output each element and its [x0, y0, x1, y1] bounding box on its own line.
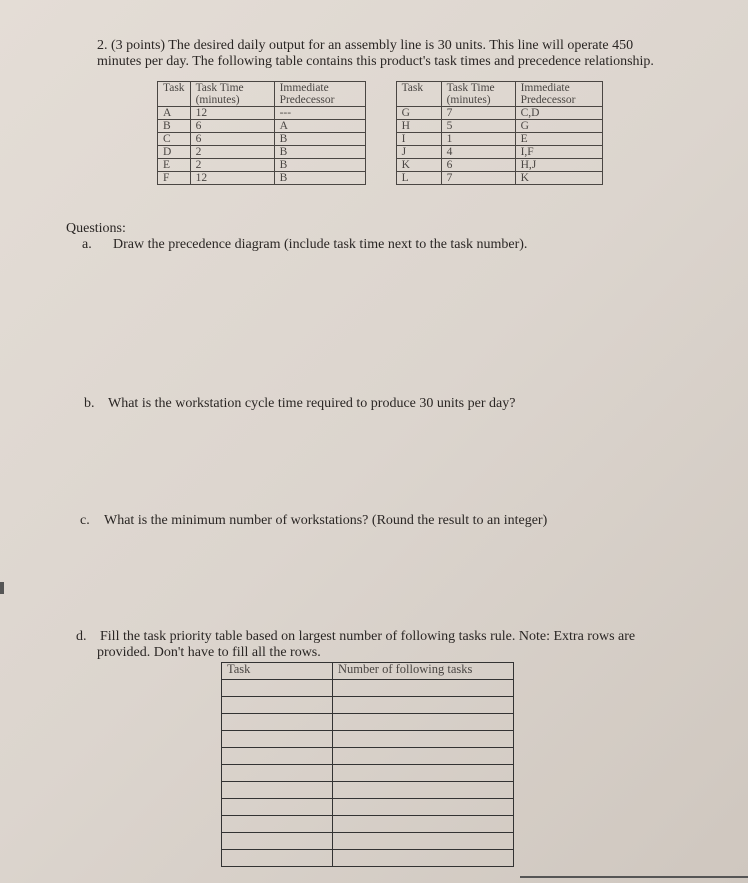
question-b-label: b.	[84, 396, 95, 411]
priority-table-header	[222, 663, 514, 680]
empty-cell-task[interactable]	[222, 731, 333, 748]
header-task: Task	[396, 82, 441, 107]
question-b-text: What is the workstation cycle time required to produce 30 units per day?	[108, 396, 516, 411]
header-time: Task Time (minutes)	[190, 82, 274, 107]
empty-cell-following[interactable]	[333, 850, 514, 867]
priority-row	[222, 816, 514, 833]
cell-task: L	[396, 172, 441, 185]
problem-intro: 2. (3 points) The desired daily output for an assembly line is 30 units. This line will operate 450 minutes per day. The following table contains this product's task times and precedence relationship.	[97, 38, 654, 69]
cell-pred: A	[274, 120, 365, 133]
task-table-header	[158, 82, 603, 107]
task-row	[158, 107, 603, 120]
cell-time: 12	[190, 172, 274, 185]
cell-task: C	[158, 133, 191, 146]
header-time: Task Time (minutes)	[441, 82, 515, 107]
priority-row	[222, 850, 514, 867]
question-a-label: a.	[82, 237, 92, 252]
cell-time: 6	[441, 159, 515, 172]
table-gap	[365, 120, 396, 133]
question-c-text: What is the minimum number of workstations? (Round the result to an integer)	[104, 513, 548, 528]
cell-pred: B	[274, 172, 365, 185]
page-edge	[0, 582, 4, 594]
cell-pred: K	[515, 172, 602, 185]
empty-cell-following[interactable]	[333, 816, 514, 833]
table-gap	[365, 107, 396, 120]
empty-cell-task[interactable]	[222, 782, 333, 799]
cell-task: K	[396, 159, 441, 172]
header-task: Task	[222, 663, 333, 680]
empty-cell-task[interactable]	[222, 680, 333, 697]
table-gap	[365, 133, 396, 146]
priority-row	[222, 714, 514, 731]
cell-pred: B	[274, 159, 365, 172]
empty-cell-following[interactable]	[333, 680, 514, 697]
cell-task: H	[396, 120, 441, 133]
cell-pred: B	[274, 146, 365, 159]
empty-cell-task[interactable]	[222, 850, 333, 867]
question-a-text: Draw the precedence diagram (include task time next to the task number).	[113, 237, 528, 252]
cell-task: B	[158, 120, 191, 133]
empty-cell-task[interactable]	[222, 816, 333, 833]
empty-cell-following[interactable]	[333, 748, 514, 765]
priority-row	[222, 799, 514, 816]
empty-cell-task[interactable]	[222, 697, 333, 714]
cell-time: 6	[190, 120, 274, 133]
task-row	[158, 133, 603, 146]
cell-task: A	[158, 107, 191, 120]
cell-pred: I,F	[515, 146, 602, 159]
cell-task: G	[396, 107, 441, 120]
priority-row	[222, 765, 514, 782]
empty-cell-task[interactable]	[222, 714, 333, 731]
cell-task: E	[158, 159, 191, 172]
header-task: Task	[158, 82, 191, 107]
table-gap	[365, 146, 396, 159]
cell-time: 1	[441, 133, 515, 146]
task-row	[158, 120, 603, 133]
task-table	[157, 81, 603, 185]
empty-cell-task[interactable]	[222, 799, 333, 816]
cell-time: 2	[190, 159, 274, 172]
cell-time: 2	[190, 146, 274, 159]
cell-task: F	[158, 172, 191, 185]
cell-pred: E	[515, 133, 602, 146]
table-gap	[365, 172, 396, 185]
question-c-label: c.	[80, 513, 90, 528]
table-gap	[365, 159, 396, 172]
empty-cell-following[interactable]	[333, 697, 514, 714]
question-d-label: d.	[76, 629, 87, 644]
empty-cell-task[interactable]	[222, 833, 333, 850]
empty-cell-task[interactable]	[222, 748, 333, 765]
empty-cell-following[interactable]	[333, 799, 514, 816]
cell-pred: G	[515, 120, 602, 133]
cell-pred: C,D	[515, 107, 602, 120]
cell-task: J	[396, 146, 441, 159]
priority-row	[222, 731, 514, 748]
priority-row	[222, 833, 514, 850]
questions-heading: Questions:	[66, 221, 126, 236]
cell-time: 12	[190, 107, 274, 120]
empty-cell-following[interactable]	[333, 765, 514, 782]
header-pred: Immediate Predecessor	[274, 82, 365, 107]
priority-row	[222, 782, 514, 799]
cell-task: I	[396, 133, 441, 146]
cell-time: 6	[190, 133, 274, 146]
cell-time: 5	[441, 120, 515, 133]
cell-task: D	[158, 146, 191, 159]
question-d-text: Fill the task priority table based on largest number of following tasks rule. Note: Extra rows are provided. Don't have to fill all the rows.	[97, 629, 636, 660]
task-row	[158, 159, 603, 172]
priority-row	[222, 748, 514, 765]
empty-cell-following[interactable]	[333, 833, 514, 850]
empty-cell-task[interactable]	[222, 765, 333, 782]
empty-cell-following[interactable]	[333, 782, 514, 799]
cell-pred: ---	[274, 107, 365, 120]
cell-time: 4	[441, 146, 515, 159]
cell-pred: B	[274, 133, 365, 146]
priority-row	[222, 680, 514, 697]
header-following: Number of following tasks	[333, 663, 514, 680]
page-edge-line	[520, 876, 748, 878]
priority-row	[222, 697, 514, 714]
task-row	[158, 172, 603, 185]
header-pred: Immediate Predecessor	[515, 82, 602, 107]
cell-time: 7	[441, 172, 515, 185]
empty-cell-following[interactable]	[333, 714, 514, 731]
cell-time: 7	[441, 107, 515, 120]
task-row	[158, 146, 603, 159]
table-gap	[365, 82, 396, 107]
empty-cell-following[interactable]	[333, 731, 514, 748]
priority-table	[221, 662, 514, 867]
cell-pred: H,J	[515, 159, 602, 172]
